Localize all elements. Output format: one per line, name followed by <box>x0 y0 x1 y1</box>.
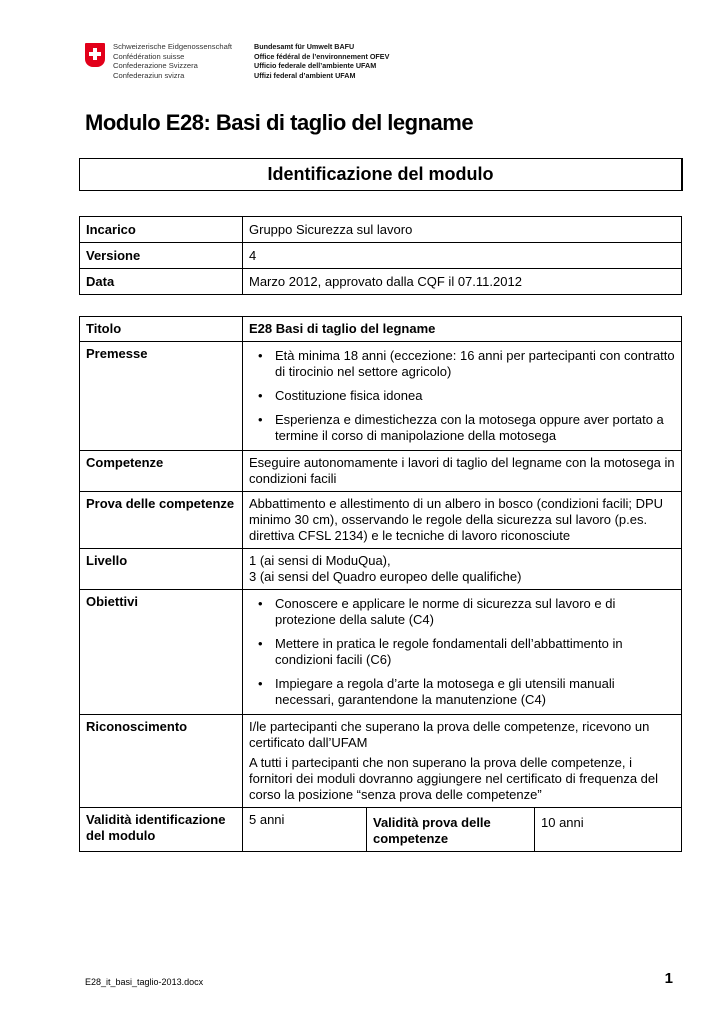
table-row <box>80 217 682 243</box>
confederation-names: Schweizerische Eidgenossenschaft Confédération suisse Confederazione Svizzera Confederaziun svizra <box>113 42 233 80</box>
list-item: • Mettere in pratica le regole fondamentali dell’abbattimento in condizioni facili (C6) <box>253 636 675 668</box>
list-item: • Impiegare a regola d’arte la motosega e gli utensili manuali necessari, garantendone la manutenzione (C4) <box>253 676 675 708</box>
row-label: Prova delle competenze <box>80 492 243 549</box>
row-label: Competenze <box>80 451 243 492</box>
row-label: Validità identificazione del modulo <box>80 808 243 852</box>
list-item: • Esperienza e dimestichezza con la motosega oppure aver portato a termine il corso di manipolazione della motosega <box>253 412 675 444</box>
objectives-list <box>243 590 682 715</box>
row-value: Marzo 2012, approvato dalla CQF il 07.11.2012 <box>243 269 682 295</box>
list-item: • Età minima 18 anni (eccezione: 16 anni per partecipanti con contratto di tirocinio nel settore agricolo) <box>253 348 675 380</box>
page-title: Modulo E28: Basi di taglio del legname <box>85 110 474 135</box>
row-value: 4 <box>243 243 682 269</box>
table-row <box>80 243 682 269</box>
row-label: Obiettivi <box>80 590 243 715</box>
list-item: • Costituzione fisica idonea <box>253 388 675 404</box>
row-label: Validità prova delle competenze <box>367 808 535 852</box>
letterhead <box>85 42 405 82</box>
prerequisites-list <box>243 342 682 451</box>
row-value: 5 anni <box>243 808 367 852</box>
table-row <box>80 342 682 451</box>
list-item: • Conoscere e applicare le norme di sicurezza sul lavoro e di protezione della salute (C4) <box>253 596 675 628</box>
table-row <box>80 549 682 590</box>
row-label: Livello <box>80 549 243 590</box>
table-row <box>80 808 682 852</box>
recognition-text: I/le partecipanti che superano la prova delle competenze, ricevono un certificato dall’UFAM A tutti i partecipanti che non superano la prova delle competenze, i fornitori dei moduli dovranno aggiungere nel certificato di frequenza del corso la posizione “senza prova delle competenze” <box>243 715 682 808</box>
row-label: Titolo <box>80 317 243 342</box>
info-table <box>79 216 682 295</box>
row-value: 10 anni <box>535 808 682 852</box>
footer-filename: E28_it_basi_taglio-2013.docx <box>85 977 204 987</box>
module-table <box>79 316 682 852</box>
table-row <box>80 269 682 295</box>
table-row <box>80 451 682 492</box>
office-names: Bundesamt für Umwelt BAFU Office fédéral de l’environnement OFEV Ufficio federale dell’ambiente UFAM Uffizi federal d’ambient UFAM <box>254 42 390 80</box>
row-label: Riconoscimento <box>80 715 243 808</box>
level-value: 1 (ai sensi di ModuQua), 3 (ai sensi del Quadro europeo delle qualifiche) <box>243 549 682 590</box>
table-row <box>80 317 682 342</box>
module-name: E28 Basi di taglio del legname <box>243 317 682 342</box>
table-row <box>80 715 682 808</box>
row-value: Gruppo Sicurezza sul lavoro <box>243 217 682 243</box>
row-value: Abbattimento e allestimento di un albero in bosco (condizioni facili; DPU minimo 30 cm), osservando le regole della sicurezza sul lavoro (p.es. direttiva CFSL 2134) e le tecniche di lavoro riconosciute <box>243 492 682 549</box>
section-title: Identificazione del modulo <box>79 158 683 191</box>
table-row <box>80 590 682 715</box>
row-label: Premesse <box>80 342 243 451</box>
row-label: Incarico <box>80 217 243 243</box>
row-label: Data <box>80 269 243 295</box>
table-row <box>80 492 682 549</box>
page-number: 1 <box>664 970 673 987</box>
row-value: Eseguire autonomamente i lavori di taglio del legname con la motosega in condizioni facili <box>243 451 682 492</box>
row-label: Versione <box>80 243 243 269</box>
swiss-flag-icon <box>85 43 105 67</box>
